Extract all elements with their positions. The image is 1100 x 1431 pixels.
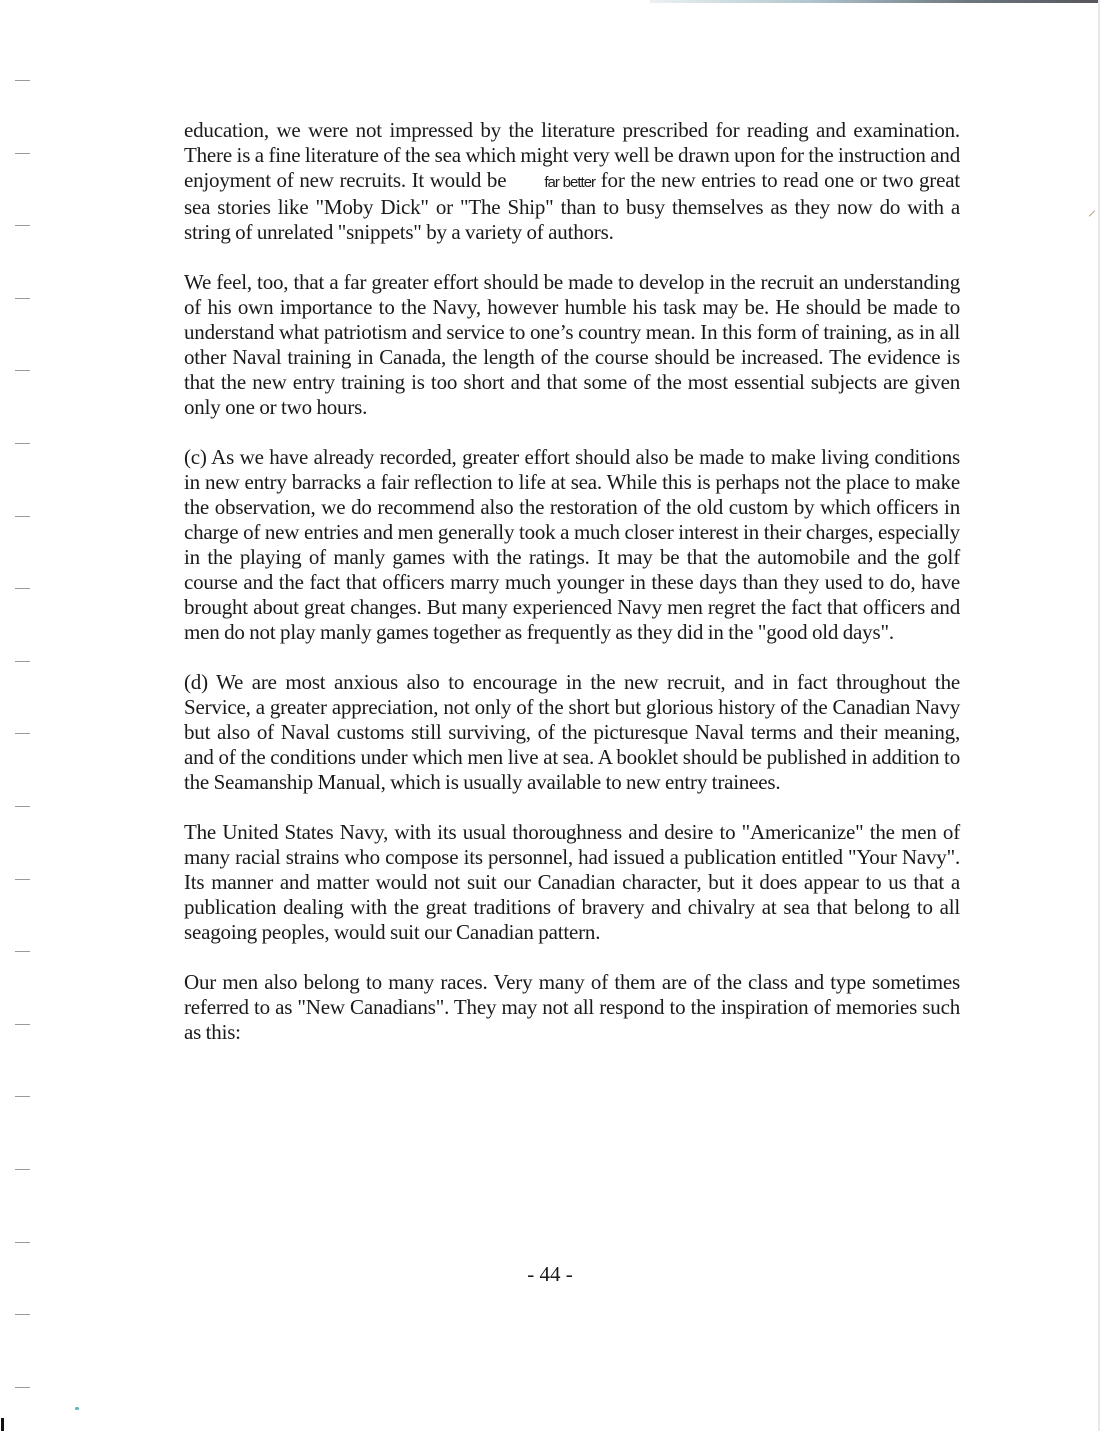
inserted-correction: far better (544, 174, 596, 191)
margin-mark (15, 588, 30, 589)
margin-mark (15, 80, 30, 81)
margin-mark (15, 298, 30, 299)
margin-mark (15, 516, 30, 517)
paragraph-d-naval-history: (d) We are most anxious also to encourage in the new recruit, and in fact throughout the Service, a greater appreciation, not only of the short but glorious history of the Canadian Navy but also of Naval customs still surviving, of the picturesque Naval terms and their meaning, and of the conditions under which men live at sea. A booklet should be published in addition to the Seamanship Manual, which is usually available to new entry trainees. (184, 670, 960, 794)
margin-mark (15, 661, 30, 662)
margin-mark (15, 1024, 30, 1025)
stray-pen-mark (1089, 210, 1095, 216)
page-number: - 44 - (527, 1262, 573, 1286)
page-body (184, 118, 960, 1070)
margin-mark (15, 1387, 30, 1388)
scan-top-edge (650, 0, 1100, 3)
paragraph-literature (184, 118, 960, 245)
binding-mark (1, 1418, 4, 1431)
margin-mark (15, 1096, 30, 1097)
paragraph-new-canadians: Our men also belong to many races. Very many of them are of the class and type sometimes referred to as "New Canadians". They may not all respond to the inspiration of memories such as this: (184, 970, 960, 1044)
paragraph-recruit-importance: We feel, too, that a far greater effort should be made to develop in the recruit an understanding of his own importance to the Navy, however humble his task may be. He should be made to understand what patriotism and service to one’s country mean. In this form of training, as in all other Naval training in Canada, the length of the course should be increased. The evidence is that the new entry training is too short and that some of the most essential subjects are given only one or two hours. (184, 270, 960, 419)
scan-speck (75, 1407, 79, 1410)
margin-mark (15, 733, 30, 734)
margin-mark (15, 806, 30, 807)
paragraph-us-navy: The United States Navy, with its usual thoroughness and desire to "Americanize" the men of many racial strains who compose its personnel, had issued a publication entitled "Your Navy". Its manner and matter would not suit our Canadian character, but it does appear to us that a publication dealing with the great traditions of bravery and chivalry at sea that belong to all seagoing peoples, would suit our Canadian pattern. (184, 820, 960, 944)
margin-mark (15, 879, 30, 880)
margin-mark (15, 153, 30, 154)
margin-mark (15, 951, 30, 952)
margin-mark (15, 1169, 30, 1170)
margin-mark (15, 1242, 30, 1243)
paragraph-c-living-conditions: (c) As we have already recorded, greater effort should also be made to make living conditions in new entry barracks a fair reflection to life at sea. While this is perhaps not the place to make the observation, we do recommend also the restoration of the old custom by which officers in charge of new entries and men generally took a much closer interest in their charges, especially in the playing of manly games with the ratings. It may be that the automobile and the golf course and the fact that officers marry much younger in these days than they used to do, have brought about great changes. But many experienced Navy men regret the fact that officers and men do not play manly games together as frequently as they did in the "good old days". (184, 445, 960, 644)
paragraph-text-after: for the new entries to read one or two great sea stories like "Moby Dick" or "The Ship" than to busy themselves as they now do with a string of unrelated "snippets" by a variety of authors. (184, 168, 960, 244)
margin-mark (15, 443, 30, 444)
margin-mark (15, 225, 30, 226)
paragraph-text-before: education, we were not impressed by the literature prescribed for reading and examination. There is a fine literature of the sea which might very well be drawn upon for the instruction and enjoyment of new recruits. It would be (184, 118, 960, 192)
margin-mark (15, 370, 30, 371)
margin-mark (15, 1314, 30, 1315)
